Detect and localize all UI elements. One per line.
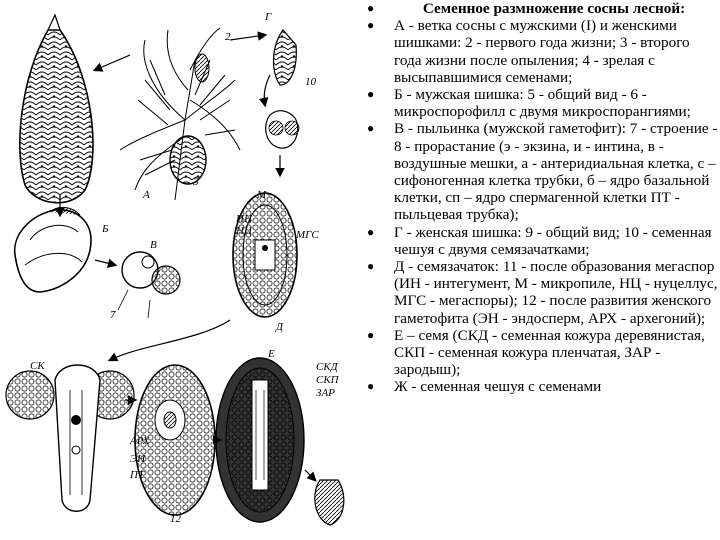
description-item-text: Б - мужская шишка: 5 - общий вид - 6 - микроспорофилл с двумя микроспорангиями; xyxy=(394,86,691,121)
label-3: 3 xyxy=(193,176,199,188)
label-sk: СК xyxy=(30,360,45,372)
description-item-text: А - ветка сосны с мужскими (I) и женскими шишками: 2 - первого года жизни; 3 - второго года жизни после опыления; 4 - зрелая с высыпавшимися семенами; xyxy=(394,17,690,86)
description-item-text: В - пыльинка (мужской гаметофит): 7 - строение - 8 - прорастание (э - экзина, и - интина, в - воздушные мешки, а - антеридиальная клетка, с – сифоногенная клетка трубки, б – ядро базальной клетки, сп – ядро спермагенной клетки ПТ - пыльцевая трубка); xyxy=(394,120,718,224)
description-item xyxy=(360,120,720,223)
label-e: Е xyxy=(268,348,275,360)
label-b: Б xyxy=(102,223,109,235)
label-a: А xyxy=(143,189,150,201)
description-item xyxy=(360,224,720,258)
description-item xyxy=(360,17,720,86)
ovule-11-drawing xyxy=(233,193,297,317)
description-title-item xyxy=(360,0,720,17)
description-list xyxy=(360,0,720,396)
germinating-pollen-drawing xyxy=(6,365,134,511)
description-item xyxy=(360,378,720,395)
description-title: Семенное размножение сосны лесной: xyxy=(422,0,686,17)
seed-scale-drawing xyxy=(315,480,344,525)
label-in: ИН xyxy=(236,213,252,225)
label-12: 12 xyxy=(170,513,181,525)
label-zar: ЗАР xyxy=(316,387,335,399)
male-cone-drawing xyxy=(20,15,93,203)
label-skd: СКД xyxy=(316,361,338,373)
description-item-text: Ж - семенная чешуя с семенами xyxy=(394,378,602,396)
description-item xyxy=(360,327,720,379)
label-2: 2 xyxy=(225,31,231,43)
description-item-text: Д - семязачаток: 11 - после образования мегаспор (ИН - интегумент, М - микропиле, НЦ - нуцеллус, МГС - мегаспоры); 12 - после развития женского гаметофита (ЭН - эндосперм, АРХ - архегоний); xyxy=(394,258,718,327)
description-item xyxy=(360,86,720,120)
bullet-icon: ● xyxy=(367,327,375,342)
label-skp: СКП xyxy=(316,374,339,386)
label-pt: ПТ xyxy=(130,469,145,481)
label-7: 7 xyxy=(110,309,116,321)
female-cone-drawing xyxy=(266,30,299,148)
bullet-icon: ● xyxy=(367,224,375,239)
label-m: М xyxy=(257,189,267,201)
bullet-icon: ● xyxy=(367,379,375,394)
pine-branch-drawing xyxy=(120,28,240,200)
microsporophyll-drawing xyxy=(15,207,91,292)
label-ark: АРХ xyxy=(130,435,150,447)
description-item xyxy=(360,258,720,327)
label-mgs: МГС xyxy=(296,229,319,241)
label-g: Г xyxy=(265,11,272,23)
description-item-text: Г - женская шишка: 9 - общий вид; 10 - семенная чешуя с двумя семязачатками; xyxy=(394,223,712,258)
description-item-text: Е – семя (СКД - семенная кожура деревянистая, СКП - семенная кожура пленчатая, ЗАР - зародыш); xyxy=(394,326,705,379)
bullet-icon: ● xyxy=(367,1,375,15)
pollen-grain-drawing xyxy=(118,252,180,318)
seed-drawing xyxy=(216,358,304,522)
label-d: Д xyxy=(276,321,283,333)
label-en: ЭН xyxy=(130,453,146,465)
bullet-icon: ● xyxy=(367,18,375,33)
bullet-icon: ● xyxy=(367,259,375,274)
label-nc: НЦ xyxy=(236,225,252,237)
bullet-icon: ● xyxy=(367,121,375,136)
bullet-icon: ● xyxy=(367,87,375,102)
label-10: 10 xyxy=(305,76,316,88)
description-column xyxy=(360,0,720,540)
label-v: В xyxy=(150,239,157,251)
